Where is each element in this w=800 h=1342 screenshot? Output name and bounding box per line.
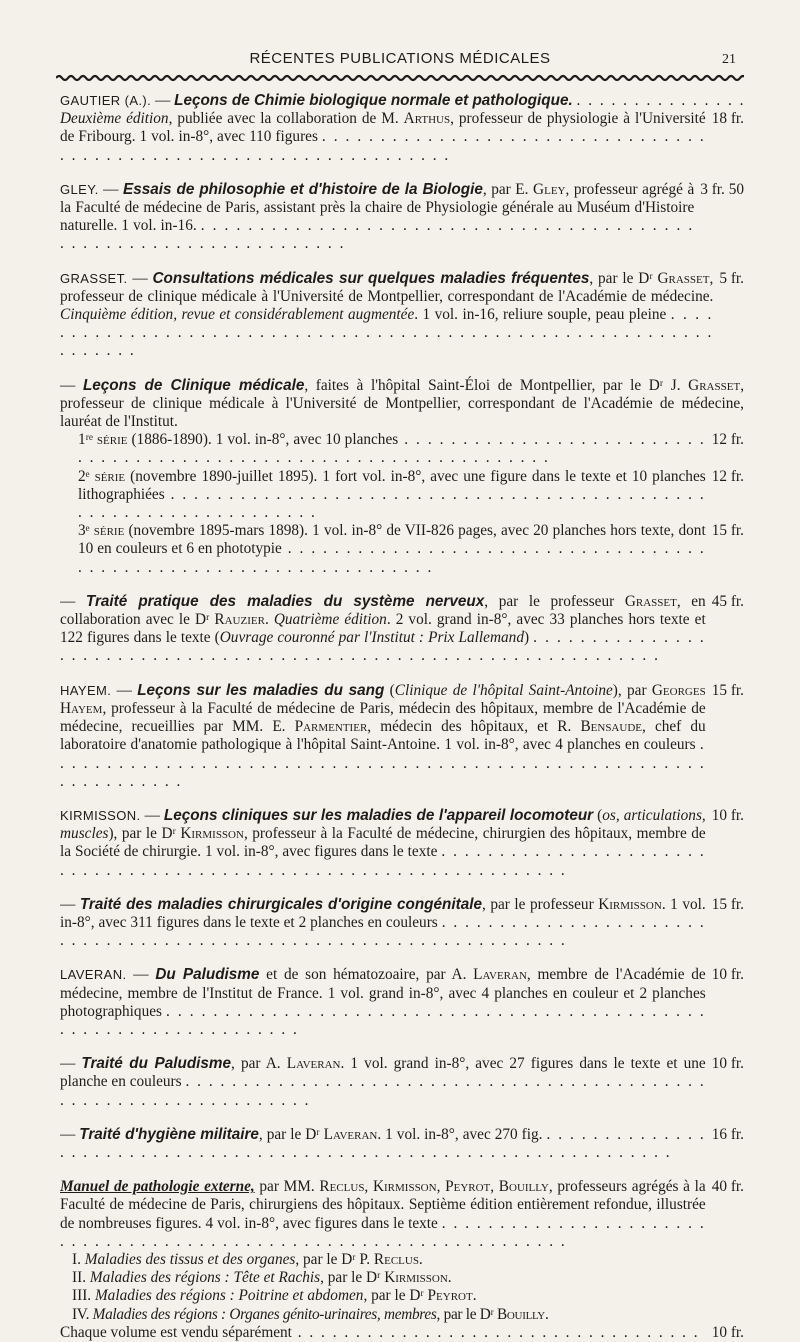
entry-grasset-lecons: — Leçons de Clinique médicale, faites à l'hôpital Saint-Éloi de Montpellier, par le Dʳ J. Grasset, professeur de clinique médicale à l'Université de Montpellier, correspondant de l'Académie de médecine, lauréat de l'Institut. 1ʳᵉ série (1886-1890). 1 vol. in-8°, avec 10 planches . . . 12 fr. 2ᵉ série (novembre 1890-juillet 1895). 1 fort vol. in-8°, avec une figure dans le texte et 10 planches lithographiées . . . 12 fr. 3ᵉ série (novembre 1895-mars 1898). 1 vol. in-8° de VII-826 pages, avec 20 planches hors texte, dont 10 en couleurs et 6 en phototypie . . . 15 fr. xyxy=(60,377,744,577)
entry-title: Traité pratique des maladies du système nerveux xyxy=(85,592,485,610)
entry-kirmisson-lecons: KIRMISSON. — Leçons cliniques sur les maladies de l'appareil locomoteur (os, articulations, muscles), par le Dʳ Kirmisson, professeur à la Faculté de médecine, chirurgien des hôpitaux, membre de la Société de chirurgie. 1 vol. in-8°, avec figures dans le texte . . . 10 fr. xyxy=(60,807,744,880)
volume-item: IV. Maladies des régions : Organes génito-urinaires, membres, par le Dʳ Bouilly. xyxy=(72,1305,549,1323)
entry-title: Leçons sur les maladies du sang xyxy=(137,681,385,699)
entry-note: Ouvrage couronné par l'Institut : Prix Lallemand xyxy=(219,629,524,647)
entry-price: 12 fr. xyxy=(711,431,744,449)
page-number: 21 xyxy=(722,52,736,67)
volume-list xyxy=(60,1251,744,1324)
entry-price: 5 fr. xyxy=(719,269,744,287)
entry-author: GLEY. xyxy=(60,181,99,197)
publication-list xyxy=(60,92,744,1342)
entry-price: 12 fr. xyxy=(711,467,744,485)
entry-hayem: HAYEM. — Leçons sur les maladies du sang (Clinique de l'hôpital Saint-Antoine), par Georges Hayem, professeur à la Faculté de médecine de Paris, médecin des hôpitaux, membre de l'Académie de médecine, recueillies par MM. E. Parmentier, médecin des hôpitaux, et R. Bensaude, chef du laboratoire d'anatomie pathologique à l'hôpital Saint-Antoine. 1 vol. in-8°, avec 4 planches en couleurs . . . 15 fr. xyxy=(60,682,744,791)
page-header xyxy=(60,50,740,74)
series-item: 3ᵉ série (novembre 1895-mars 1898). 1 vol. in-8° de VII-826 pages, avec 20 planches hors texte, dont 10 en couleurs et 6 en phototypie . . . 15 fr. xyxy=(78,522,744,577)
entry-price: 15 fr. xyxy=(711,522,744,540)
entry-title: Essais de philosophie et d'histoire de la Biologie xyxy=(123,180,483,198)
entry-price: 16 fr. xyxy=(711,1125,744,1143)
entry-gley: GLEY. — Essais de philosophie et d'histoire de la Biologie, par E. Gley, professeur agrégé à la Faculté de médecine de Paris, assistant près la chaire de Physiologie générale au Muséum d'Histoire naturelle. 1 vol. in-16. . . . 3 fr. 50 xyxy=(60,181,744,254)
entry-title: Traité d'hygiène militaire xyxy=(79,1125,259,1143)
entry-kirmisson-traite: — Traité des maladies chirurgicales d'origine congénitale, par le professeur Kirmisson. 1 vol. in-8°, avec 311 figures dans le texte et 2 planches en couleurs . . . 15 fr. xyxy=(60,896,744,951)
entry-laveran-hygiene: — Traité d'hygiène militaire, par le Dʳ Laveran. 1 vol. in-8°, avec 270 fig. . . . 16 fr. xyxy=(60,1126,744,1162)
entry-price: 45 fr. xyxy=(711,592,744,610)
entry-price: 10 fr. xyxy=(711,966,744,984)
series-item: 2ᵉ série (novembre 1890-juillet 1895). 1 fort vol. in-8°, avec une figure dans le texte et 10 planches lithographiées . . . 12 fr. xyxy=(78,468,744,523)
entry-price: 15 fr. xyxy=(711,895,744,913)
series-item: 1ʳᵉ série (1886-1890). 1 vol. in-8°, avec 10 planches . . . 12 fr. xyxy=(78,431,744,467)
entry-author: LAVERAN. xyxy=(60,967,127,983)
entry-price: 40 fr. xyxy=(711,1178,744,1196)
closing-note: Chaque volume est vendu séparément . . . xyxy=(60,1324,706,1342)
decorative-rule xyxy=(56,74,744,82)
entry-edition: Deuxième édition xyxy=(60,110,169,128)
volume-item: II. Maladies des régions : Tête et Rachis, par le Dʳ Kirmisson. xyxy=(72,1269,452,1287)
entry-grasset-consultations: GRASSET. — Consultations médicales sur quelques maladies fréquentes, par le Dʳ Grasset, professeur de clinique médicale à l'Université de Montpellier, correspondant de l'Académie de médecine. Cinquième édition, revue et considérablement augmentée. 1 vol. in-16, reliure souple, peau pleine . . . 5 fr. xyxy=(60,270,744,361)
entry-gautier: GAUTIER (A.). — Leçons de Chimie biologique normale et pathologique. . . . Deuxième édition, publiée avec la collaboration de M. Arthus, professeur de physiologie à l'Université de Fribourg. 1 vol. in-8°, avec 110 figures . . . 18 fr. xyxy=(60,92,744,165)
entry-author: HAYEM. xyxy=(60,682,112,698)
entry-author: GRASSET. xyxy=(60,270,128,286)
entry-price: 15 fr. xyxy=(711,681,744,699)
entry-title: Du Paludisme xyxy=(155,966,260,984)
entry-title: Leçons de Chimie biologique normale et pathologique. xyxy=(174,92,573,109)
entry-edition: Cinquième édition, revue et considérablement augmentée xyxy=(60,306,415,324)
series-list xyxy=(60,431,744,577)
entry-price: 10 fr. xyxy=(711,806,744,824)
entry-title: Leçons cliniques sur les maladies de l'appareil locomoteur xyxy=(163,806,594,824)
volume-item: I. Maladies des tissus et des organes, par le Dʳ P. Reclus. xyxy=(72,1250,423,1268)
entry-title: Manuel de pathologie externe, xyxy=(60,1178,255,1196)
entry-author: KIRMISSON. xyxy=(60,807,141,823)
running-title: RÉCENTES PUBLICATIONS MÉDICALES xyxy=(249,50,551,67)
entry-edition: Quatrième édition xyxy=(273,611,387,629)
entry-price: 10 fr. xyxy=(711,1323,744,1341)
volume-item: III. Maladies des régions : Poitrine et abdomen, par le Dʳ Peyrot. xyxy=(72,1287,477,1305)
entry-author: GAUTIER (A.). xyxy=(60,93,152,108)
entry-title: Consultations médicales sur quelques maladies fréquentes xyxy=(152,269,590,287)
entry-laveran-traite-paludisme: — Traité du Paludisme, par A. Laveran. 1 vol. grand in-8°, avec 27 figures dans le texte et une planche en couleurs . . . 10 fr. xyxy=(60,1055,744,1110)
entry-title: Traité du Paludisme xyxy=(81,1055,232,1073)
entry-title: Traité des maladies chirurgicales d'origine congénitale xyxy=(79,895,482,913)
entry-manuel-pathologie: Manuel de pathologie externe, par MM. Reclus, Kirmisson, Peyrot, Bouilly, professeurs agrégés à la Faculté de médecine de Paris, chirurgiens des hôpitaux. Septième édition entièrement refondue, illustrée de nombreuses figures. 4 vol. in-8°, avec figures dans le texte . . . 40 fr. I. Maladies des tissus et des organes, par le Dʳ P. Reclus. II. Maladies des régions : Tête et Rachis, par le Dʳ Kirmisson. III. Maladies des régions : Poitrine et abdomen, par le Dʳ Peyrot. IV. Maladies des régions : Organes génito-urinaires, membres, par le Dʳ Bouilly. Chaque volume est vendu séparément . . . 10 fr. xyxy=(60,1178,744,1342)
entry-grasset-traite: — Traité pratique des maladies du système nerveux, par le professeur Grasset, en collaboration avec le Dʳ Rauzier. Quatrième édition. 2 vol. grand in-8°, avec 33 planches hors texte et 122 figures dans le texte (Ouvrage couronné par l'Institut : Prix Lallemand) . . . 45 fr. xyxy=(60,593,744,666)
entry-price: 3 fr. 50 xyxy=(700,180,744,198)
entry-price: 10 fr. xyxy=(711,1055,744,1073)
entry-price: 18 fr. xyxy=(711,110,744,128)
entry-title: Leçons de Clinique médicale xyxy=(82,376,305,394)
entry-laveran-paludisme: LAVERAN. — Du Paludisme et de son hématozoaire, par A. Laveran, membre de l'Académie de médecine, membre de l'Institut de France. 1 vol. grand in-8°, avec 4 planches en couleur et 2 planches photographiques . . . 10 fr. xyxy=(60,966,744,1039)
entry-note: Clinique de l'hôpital Saint-Antoine xyxy=(394,681,613,699)
entry-note: os, articulations, muscles xyxy=(60,806,706,843)
